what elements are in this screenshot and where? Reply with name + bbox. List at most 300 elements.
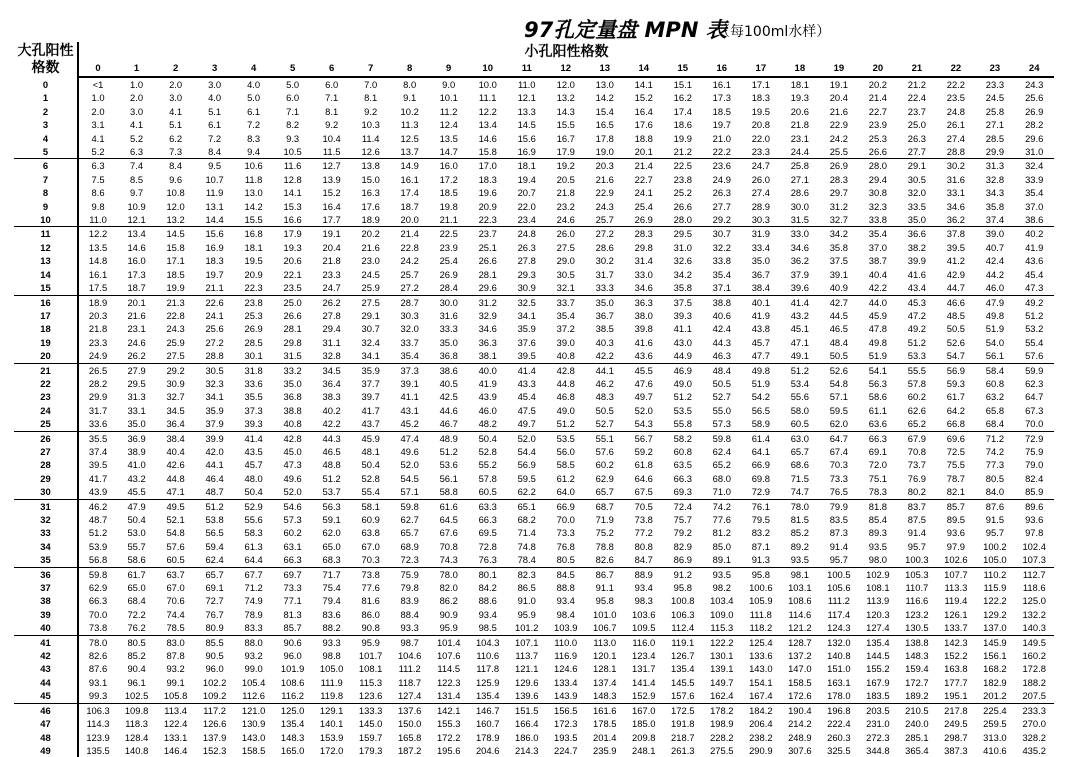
table-cell: 137.2 [788,650,812,662]
table-cell: 45.5 [624,363,663,377]
table-cell: 165.0 [280,744,305,756]
table-cell: 115.3 [710,622,734,634]
table-cell: 51.2 [780,363,819,377]
table-cell: 7.1 [325,92,339,104]
table-cell: 17.9 [556,146,575,158]
table-cell: 93.2 [166,663,185,675]
table-cell: 108.6 [788,595,812,607]
table-cell: 187.2 [397,744,422,756]
table-cell: 72.5 [946,445,966,457]
table-cell: 52.6 [819,363,858,377]
table-cell: 57.1 [829,391,848,403]
table-cell: 82.4 [1025,472,1044,484]
table-cell: 109.2 [202,690,227,702]
table-cell: 19.7 [712,119,731,131]
table-cell: 33.4 [751,241,770,253]
table-cell: 46.5 [829,323,848,335]
table-cell: <1 [92,79,104,90]
table-cell: 95.9 [517,608,536,620]
table-cell: 28.1 [283,323,302,335]
table-cell: 44.3 [712,336,731,348]
table-cell: 8.4 [156,159,195,173]
table-cell: 71.4 [517,527,536,539]
table-cell: 46.7 [439,418,458,430]
table-cell: 93.6 [1025,514,1044,525]
table-row [14,676,1054,689]
table-cell: 20.4 [322,241,341,253]
table-cell: 67.3 [1025,404,1044,416]
table-cell: 35.0 [283,377,302,389]
table-cell: 24.7 [322,282,341,294]
table-cell: 20.8 [751,119,770,131]
table-cell: 34.1 [517,309,536,321]
table-cell: 38.4 [156,431,195,445]
table-cell: 185.0 [632,718,656,730]
table-cell: 34.3 [985,187,1005,199]
table-cell: 121.0 [234,703,273,717]
column-header: 8 [390,62,429,77]
table-cell: 182.9 [983,676,1007,688]
table-cell: 16.1 [88,268,108,280]
table-cell: 34.2 [673,268,692,280]
table-cell: 84.2 [478,582,497,594]
table-cell: 10.2 [400,105,419,117]
table-cell: 157.6 [671,690,695,702]
table-cell: 56.9 [517,459,536,471]
table-cell: 51.9 [985,323,1005,335]
table-cell: 48.1 [361,445,380,457]
table-cell: 39.8 [634,323,653,335]
table-cell: 48.2 [478,418,497,430]
table-cell: 25.9 [166,336,185,348]
table-cell: 249.5 [944,718,968,730]
table-cell: 10.9 [127,200,146,212]
column-header: 1 [117,62,156,77]
table-cell: 95.7 [985,527,1005,539]
table-cell: 25.4 [634,200,653,212]
table-cell: 67.7 [234,567,273,581]
table-cell: 167.0 [624,703,663,717]
table-cell: 73.3 [556,527,575,539]
table-cell: 25.3 [868,132,887,144]
table-cell: 137.0 [983,622,1007,634]
table-cell: 26.9 [819,159,858,173]
table-cell: 27.1 [985,119,1005,131]
table-cell: 78.0 [429,567,468,581]
table-cell: 61.7 [117,567,156,581]
table-cell: 52.0 [507,431,546,445]
table-cell: 76.1 [741,499,780,513]
table-cell: 95.7 [907,540,926,552]
table-cell: 40.5 [439,377,458,389]
table-cell: 57.3 [712,418,731,430]
table-cell: 22.0 [751,132,770,144]
table-cell: 12.1 [127,214,146,226]
table-cell: 76.2 [127,622,146,634]
table-cell: 82.9 [673,540,692,552]
table-cell: 27.1 [790,173,809,185]
table-cell: 172.6 [788,690,812,702]
table-cell: 75.9 [390,567,429,581]
table-cell: 70.8 [439,540,458,552]
table-cell: 42.8 [546,363,585,377]
table-cell: 9.3 [286,132,300,144]
table-cell: 12.2 [78,227,117,241]
table-cell: 58.5 [556,459,575,471]
table-cell: 98.8 [322,650,341,662]
table-cell: 60.8 [673,445,692,457]
table-cell: 2.0 [91,105,105,117]
table-cell: 50.4 [244,486,263,498]
table-cell: 13.5 [88,241,108,253]
table-cell: 68.7 [585,499,624,513]
table-cell: 41.6 [907,268,926,280]
table-cell: 59.3 [946,377,966,389]
table-cell: 91.0 [517,595,536,607]
table-cell: 37.0 [868,241,887,253]
table-cell: 140.3 [1022,622,1046,634]
table-cell: 126.1 [944,608,968,620]
table-cell: 238.2 [749,731,773,743]
row-header: 1 [14,91,78,104]
table-cell: 10.7 [205,173,224,185]
table-cell: 16.2 [673,92,692,104]
table-cell: 44.0 [858,295,897,309]
table-cell: 24.9 [712,173,731,185]
table-cell: 150.0 [397,718,422,730]
table-cell: 39.5 [88,459,108,471]
table-cell: 24.8 [507,227,546,241]
table-cell: 39.3 [244,418,263,430]
table-row [14,132,1054,145]
table-cell: 26.9 [634,214,653,226]
table-cell: 51.2 [195,499,234,513]
table-cell: 218.7 [671,731,695,743]
table-cell: 23.1 [790,132,809,144]
table-cell: 108.1 [358,663,383,675]
table-cell: 34.2 [819,227,858,241]
table-cell: 24.3 [1025,79,1044,90]
table-cell: 49.0 [673,377,692,389]
table-cell: 63.8 [361,527,380,539]
table-cell: 14.7 [439,146,458,158]
table-cell: 63.5 [673,459,692,471]
table-cell: 19.6 [478,187,497,199]
table-cell: 156.5 [546,703,585,717]
table-cell: 23.2 [556,200,575,212]
table-cell: 37.8 [936,227,975,241]
table-cell: 31.7 [88,404,108,416]
table-cell: 58.6 [868,391,887,403]
table-cell: 16.6 [283,214,302,226]
table-cell: 149.5 [1014,635,1054,649]
table-cell: 52.7 [712,391,731,403]
table-cell: 48.4 [829,336,848,348]
table-cell: 210.5 [897,703,936,717]
table-cell: 9.8 [91,200,105,212]
table-cell: 167.9 [866,676,890,688]
table-cell: 30.0 [790,200,809,212]
table-cell: 53.4 [790,377,809,389]
table-cell: 111.2 [398,663,421,675]
table-cell: 28.4 [439,282,458,294]
table-cell: 101.0 [593,608,617,620]
table-cell: 66.9 [751,459,770,471]
table-cell: 36.6 [897,227,936,241]
table-cell: 156.1 [983,650,1007,662]
table-cell: 31.2 [829,200,848,212]
table-cell: 23.9 [439,241,458,253]
table-cell: 145.5 [671,676,695,688]
table-cell: 57.6 [595,445,614,457]
table-cell: 93.3 [312,635,351,649]
row-header: 15 [14,281,78,295]
table-cell: 64.2 [946,404,966,416]
table-cell: 67.9 [897,431,936,445]
table-cell: 27.7 [907,146,926,158]
table-cell: 4.1 [130,119,144,131]
table-cell: 46.3 [712,350,731,362]
table-cell: 56.9 [936,363,975,377]
table-cell: 28.3 [624,227,663,241]
table-cell: 34.1 [361,350,380,362]
table-cell: 48.4 [702,363,741,377]
table-cell: 89.2 [790,540,809,552]
table-cell: 270.0 [1022,718,1046,730]
table-cell: 126.7 [671,650,695,662]
table-cell: 32.5 [507,295,546,309]
table-cell: 37.7 [361,377,380,389]
table-cell: 38.4 [751,282,770,294]
table-cell: 76.9 [907,472,926,484]
table-cell: 91.1 [595,582,614,594]
table-cell: 93.4 [556,595,575,607]
table-cell: 49.7 [634,391,653,403]
table-cell: 8.1 [325,105,339,117]
table-cell: 111.2 [827,595,850,607]
table-row [14,105,1054,118]
table-cell: 31.4 [634,255,653,267]
table-cell: 22.5 [663,159,702,173]
table-cell: 224.7 [554,744,578,756]
table-cell: 119.8 [320,690,344,702]
table-cell: 201.4 [593,731,617,743]
table-cell: 126.6 [202,718,227,730]
table-cell: 33.5 [907,200,926,212]
table-cell: 44.5 [829,309,848,321]
table-cell: 78.8 [595,540,614,552]
table-row [14,485,1054,499]
table-cell: 25.3 [244,309,263,321]
table-cell: 93.5 [790,554,809,566]
table-cell: 96.0 [283,650,302,662]
table-cell: 29.6 [1025,132,1044,144]
column-header: 23 [975,62,1014,77]
table-cell: 50.4 [361,459,380,471]
table-cell: 61.6 [429,499,468,513]
table-cell: 151.5 [507,703,546,717]
table-cell: 55.6 [790,391,809,403]
table-cell: 106.3 [78,703,117,717]
row-header: 32 [14,513,78,526]
table-cell: 28.6 [595,241,614,253]
table-row [14,268,1054,281]
table-cell: 28.5 [985,132,1005,144]
row-header: 13 [14,254,78,267]
table-cell: 43.9 [88,486,108,498]
table-cell: 41.1 [673,323,692,335]
table-cell: 40.0 [468,363,507,377]
table-cell: 29.4 [868,173,887,185]
table-cell: 22.8 [400,241,419,253]
table-cell: 124.3 [827,622,851,634]
table-cell: 71.7 [312,567,351,581]
table-cell: 109.5 [632,622,656,634]
row-header: 23 [14,390,78,403]
table-cell: 35.4 [1025,187,1044,199]
row-header: 19 [14,336,78,349]
table-cell: 101.7 [358,650,383,662]
table-cell: 21.8 [790,119,809,131]
table-cell: 119.4 [944,595,968,607]
table-cell: 149.7 [710,676,734,688]
table-cell: 70.0 [556,514,575,525]
table-cell: 40.2 [1014,227,1054,241]
table-cell: 83.3 [244,622,263,634]
table-cell: 59.2 [634,445,653,457]
table-cell: 59.9 [1014,363,1054,377]
table-cell: 38.3 [322,391,341,403]
table-cell: 41.4 [234,431,273,445]
table-row [14,186,1054,199]
table-cell: 20.3 [585,159,624,173]
column-header: 5 [273,62,312,77]
table-cell: 35.4 [556,309,575,321]
table-cell: 40.9 [829,282,848,294]
table-cell: 64.6 [634,472,653,484]
table-cell: 13.0 [244,187,263,199]
table-cell: 57.8 [478,472,497,484]
table-cell: 178.2 [702,703,741,717]
column-header: 18 [780,62,819,77]
table-cell: 214.3 [514,744,539,756]
table-cell: 137.6 [390,703,429,717]
table-cell: 31.3 [975,159,1014,173]
table-cell: 47.3 [1025,282,1044,294]
table-cell: 7.3 [169,146,183,158]
row-header: 16 [14,295,78,309]
table-cell: 122.4 [163,718,188,730]
table-cell: 23.0 [361,255,380,267]
row-header: 40 [14,621,78,635]
table-cell: 74.4 [166,608,185,620]
table-cell: 64.7 [1025,391,1044,403]
table-cell: 6.0 [286,92,300,104]
table-cell: 113.9 [866,595,890,607]
table-cell: 39.9 [195,431,234,445]
column-header: 10 [468,62,507,77]
table-cell: 88.6 [478,595,497,607]
table-cell: 27.4 [751,187,770,199]
table-cell: 21.3 [156,295,195,309]
table-cell: 95.7 [829,554,848,566]
table-cell: 67.5 [634,486,653,498]
table-cell: 20.0 [400,214,419,226]
table-cell: 35.4 [400,350,419,362]
table-cell: 85.2 [790,527,809,539]
table-cell: 91.5 [985,514,1005,525]
row-header: 33 [14,526,78,539]
table-cell: 22.9 [829,119,848,131]
table-cell: 313.0 [983,731,1007,743]
table-cell: 60.8 [985,377,1005,389]
table-cell: 16.0 [429,159,468,173]
table-cell: 47.1 [166,486,185,498]
row-header: 49 [14,744,78,757]
table-cell: 115.3 [359,676,383,688]
table-cell: 16.0 [127,255,146,267]
column-header: 11 [507,62,546,77]
table-cell: 31.1 [322,336,341,348]
table-cell: 71.9 [595,514,614,525]
table-cell: 19.0 [595,146,614,158]
table-cell: 16.1 [712,79,731,90]
table-cell: 114.5 [437,663,461,675]
table-cell: 64.7 [819,431,858,445]
table-cell: 410.6 [983,744,1007,756]
table-cell: 19.1 [312,227,351,241]
table-cell: 6.3 [78,159,117,173]
table-cell: 26.3 [712,187,731,199]
table-cell: 233.3 [1014,703,1054,717]
table-cell: 30.5 [556,268,575,280]
table-row [14,254,1054,267]
table-cell: 95.8 [673,582,692,594]
table-cell: 17.1 [751,79,770,90]
table-cell: 60.9 [361,514,380,525]
table-cell: 62.2 [517,486,536,498]
table-cell: 13.7 [400,146,419,158]
table-cell: 24.1 [205,309,224,321]
table-cell: 143.0 [749,663,773,675]
table-cell: 85.7 [283,622,302,634]
table-cell: 57.1 [400,486,419,498]
table-cell: 72.4 [663,499,702,513]
table-cell: 64.0 [556,486,575,498]
table-cell: 148.3 [593,690,617,702]
table-cell: 84.0 [985,486,1005,498]
table-cell: 47.8 [868,323,887,335]
table-cell: 46.5 [322,445,341,457]
table-cell: 33.2 [273,363,312,377]
table-cell: 38.9 [127,445,146,457]
table-cell: 25.4 [439,255,458,267]
table-cell: 32.1 [556,282,575,294]
table-cell: 79.5 [751,514,770,525]
table-cell: 26.9 [439,268,458,280]
table-cell: 167.4 [749,690,773,702]
table-cell: 14.9 [390,159,429,173]
table-cell: 74.9 [244,595,263,607]
table-cell: 78.5 [166,622,185,634]
table-cell: 75.5 [946,459,966,471]
table-cell: 120.3 [866,608,890,620]
table-cell: 133.7 [944,622,968,634]
column-header: 12 [546,62,585,77]
table-cell: 123.9 [86,731,110,743]
table-cell: 140.8 [124,744,149,756]
table-cell: 54.2 [751,391,770,403]
